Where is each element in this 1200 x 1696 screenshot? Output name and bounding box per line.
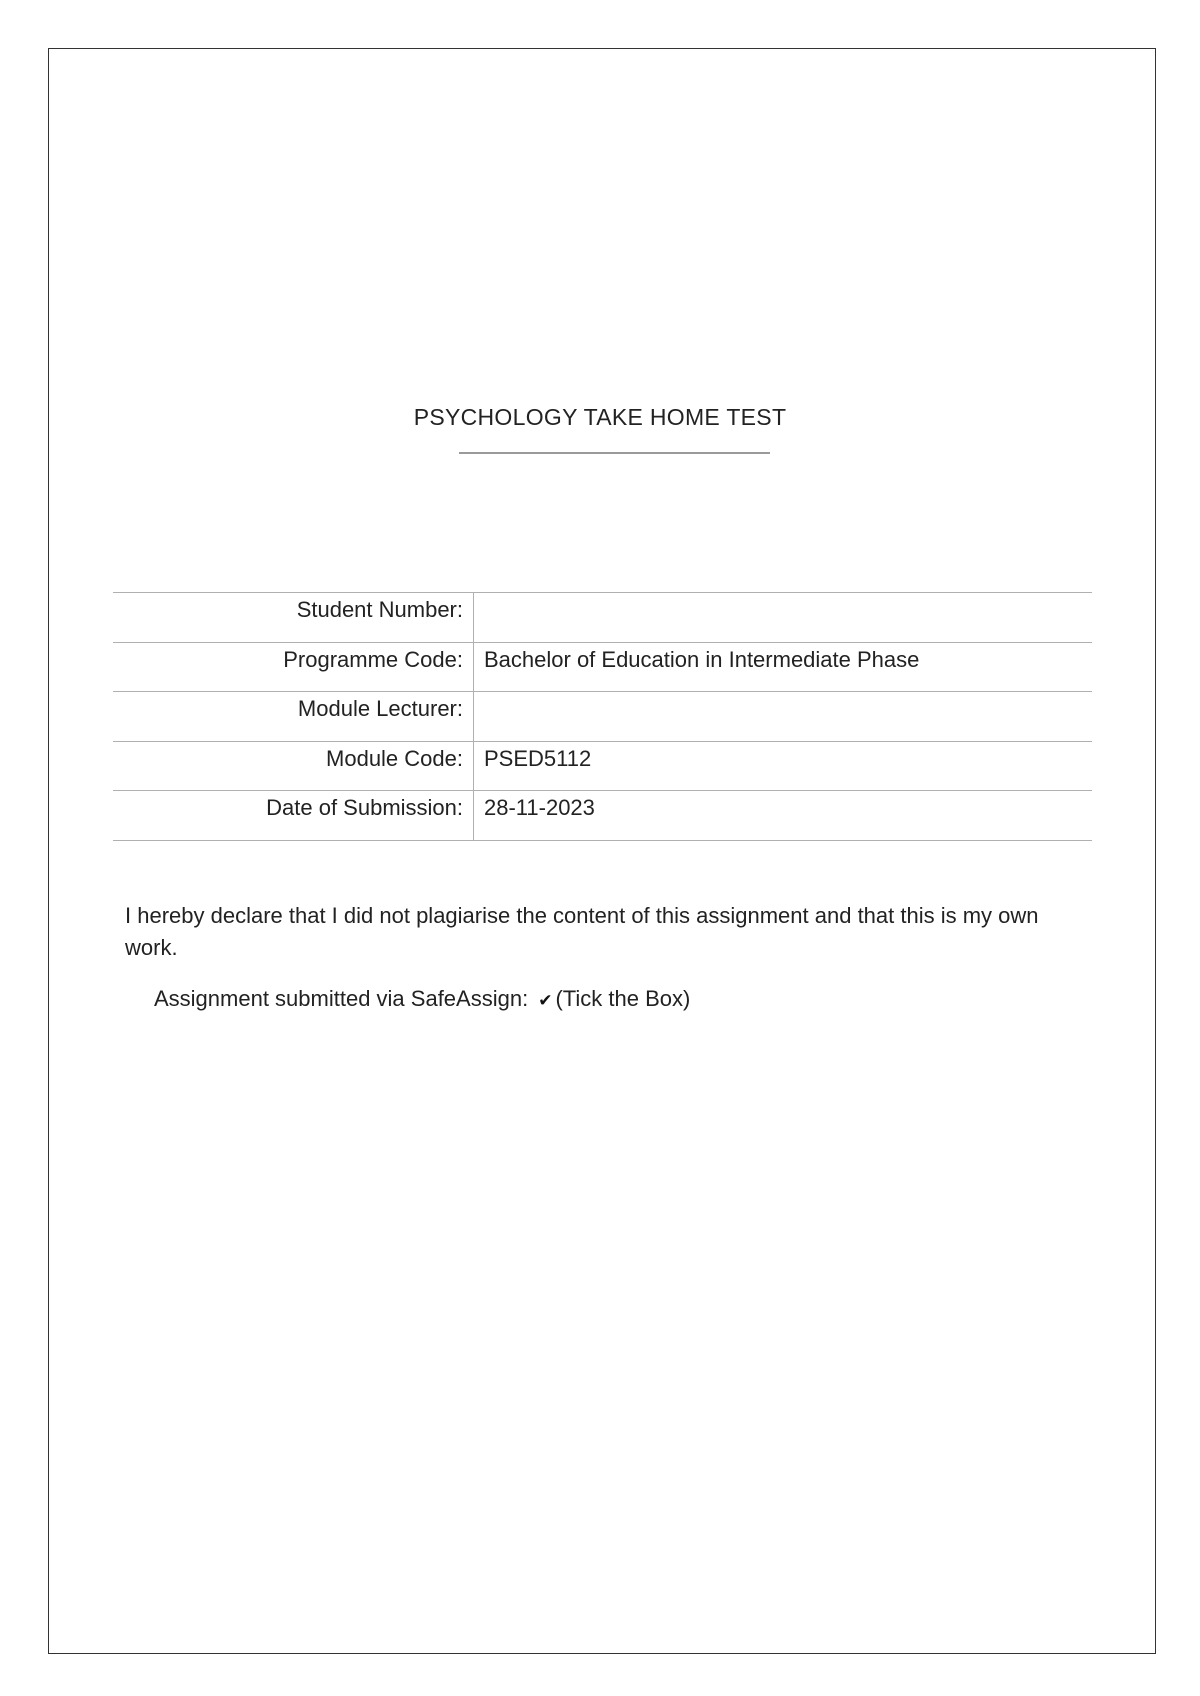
safeassign-label: Assignment submitted via SafeAssign:: [154, 986, 529, 1011]
cover-info-table: [113, 592, 1092, 841]
table-row: [113, 741, 1092, 791]
student-number-label: Student Number:: [113, 593, 474, 643]
plagiarism-declaration: I hereby declare that I did not plagiarise the content of this assignment and that this is my own work.: [125, 903, 1039, 960]
table-row: [113, 692, 1092, 742]
submission-date-label: Date of Submission:: [113, 791, 474, 841]
document-title: PSYCHOLOGY TAKE HOME TEST: [413, 404, 787, 430]
module-lecturer-label: Module Lecturer:: [113, 692, 474, 742]
programme-code-value: Bachelor of Education in Intermediate Phase: [474, 642, 1093, 692]
table-row: [113, 791, 1092, 841]
student-number-value: [474, 593, 1093, 643]
module-code-value: PSED5112: [474, 741, 1093, 791]
table-row: [113, 593, 1092, 643]
tick-box-note: (Tick the Box): [555, 986, 691, 1011]
module-lecturer-value: [474, 692, 1093, 742]
page-border: [48, 48, 1156, 1654]
checkmark-icon: ✔: [538, 991, 553, 1010]
module-code-label: Module Code:: [113, 741, 474, 791]
submission-date-value: 28-11-2023: [474, 791, 1093, 841]
programme-code-label: Programme Code:: [113, 642, 474, 692]
title-underline: [459, 452, 770, 454]
table-row: [113, 642, 1092, 692]
safeassign-line: [154, 986, 690, 1012]
